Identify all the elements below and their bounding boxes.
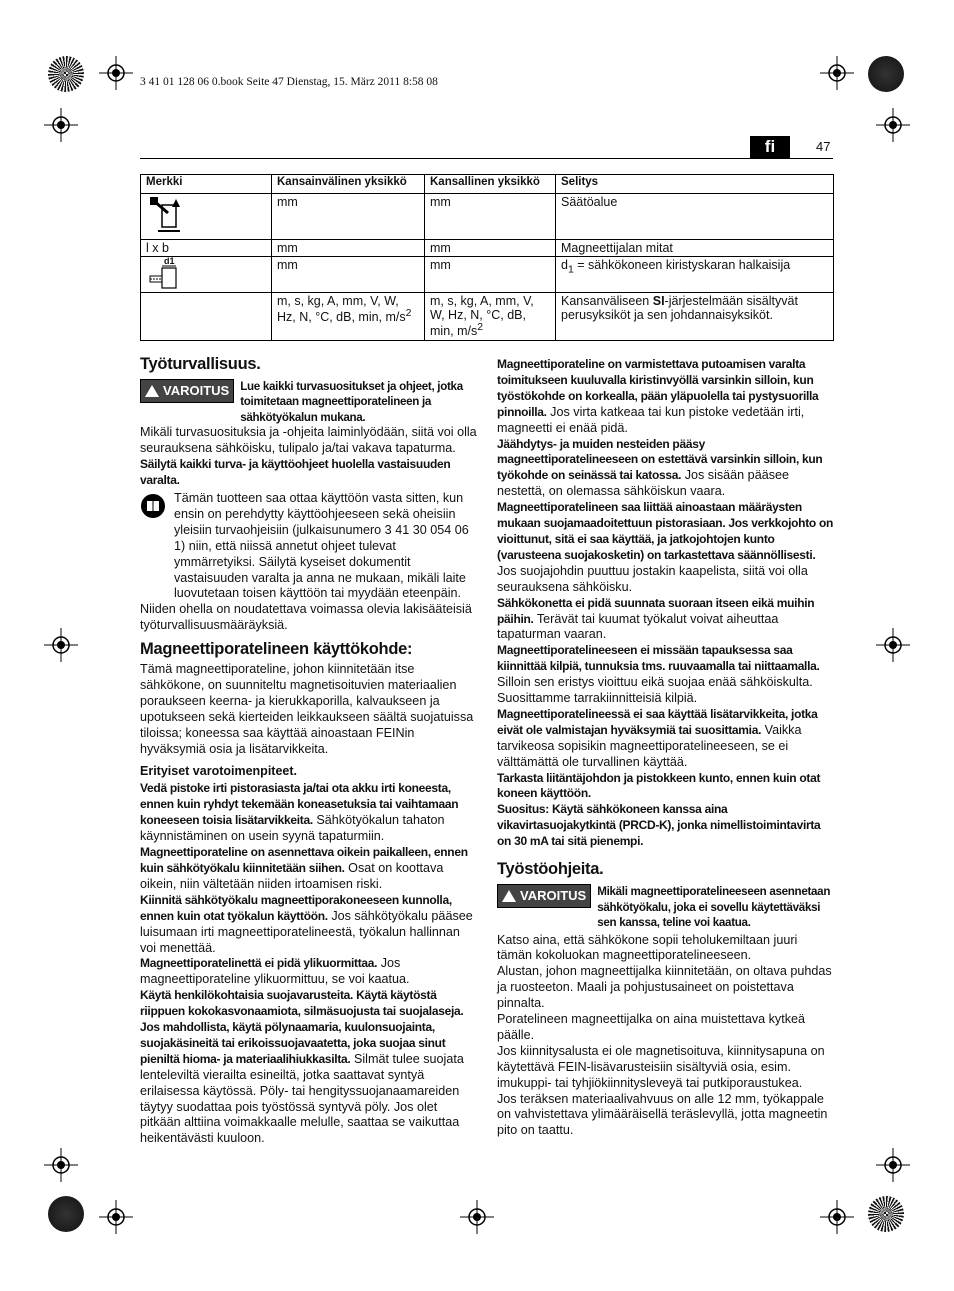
- registration-mark-icon: [460, 1200, 494, 1234]
- d1-label: d1: [164, 256, 175, 266]
- manual-block: [140, 491, 477, 602]
- paragraph: Jos teräksen materiaalivahvuus on alle 12 mm, työkappale on vahvistettava ylimääräisellä teräslevyllä, jotta magneetin pito on taattu.: [497, 1091, 828, 1138]
- registration-mark-icon: [44, 1148, 78, 1182]
- table-cell: mm: [425, 240, 556, 257]
- warning-block: [497, 884, 834, 931]
- paragraph: Magneettiporatelineeseen ei missään tapauksessa saa kiinnittää kilpiä, tunnuksia tms. ruuvaamalla tai niittaamalla. Silloin sen eristys vioittuu eikä suojaa enää sähköiskulta. Suosittamme tarrakiinnitteisiä kilpiä.: [497, 643, 820, 706]
- adjustment-range-icon: [146, 195, 184, 235]
- registration-mark-icon: [876, 1148, 910, 1182]
- language-badge: fi: [750, 136, 790, 158]
- manual-text: Tämän tuotteen saa ottaa käyttöön vasta sitten, kun ensin on perehdytty käyttöohjeeseen sekä oheisiin yleisiin turvaohjeisiin (julkaisunumero 3 41 30 054 06 1) niin, että niissä annetut ohjeet tulevat ymmärretyiksi. Säilytä kyseiset dokumentit vastaisuuden varalta ja anna ne mukaan, mikäli laite luovutetaan toisen käyttöön tai myydään eteenpäin.: [174, 491, 469, 601]
- keep-instructions: Säilytä kaikki turva- ja käyttöohjeet huolella vastaisuuden varalta.: [140, 457, 451, 488]
- table-cell: m, s, kg, A, mm, V, W, Hz, N, °C, dB, min, $m/s^2$: [272, 293, 425, 341]
- paragraph: Jäähdytys- ja muiden nesteiden pääsy magneettiporatelineeseen on estettävä varsinkin silloin, kun työkohde on seinässä tai katossa. Jos sisään pääsee nestettä, on olemassa sähköiskun vaara.: [497, 436, 823, 499]
- table-row: [141, 293, 834, 341]
- column-header: Kansallinen yksikkö: [425, 175, 556, 194]
- paragraph: Magneettiporatelineen saa liittää ainoastaan määräysten mukaan suojamaadoitettuun pistorasiaan. Jos verkkojohto on vioittunut, sitä ei saa käyttää, ja jatkojohtojen kunto (varusteena suojakosketin) on tarkastettava säännöllisesti. Jos suojajohdin puuttuu jostakin kaapelista, siitä voi olla seurauksena sähköisku.: [497, 500, 834, 594]
- registration-mark-icon: [820, 1200, 854, 1234]
- purpose-text: Tämä magneettiporateline, johon kiinnitetään itse sähkökone, on suunniteltu magnetisoituvien materiaalien poraukseen keerna- ja kierukkaporilla, kalvaukseen ja upotukseen sekä kierteiden leikkaukseen säältä suojatuissa tiloissa; koneessa saa käyttää ainoastaan FEINin hyväksymiä osia ja lisätarvikkeita.: [140, 662, 474, 756]
- color-dial-icon: [868, 1196, 904, 1232]
- symbol-table: [140, 174, 834, 341]
- paragraph: Poratelineen magneettijalka on aina muistettava kytkeä päälle.: [497, 1012, 806, 1042]
- registration-mark-icon: [876, 628, 910, 662]
- right-column: [497, 357, 834, 1139]
- table-cell: mm: [272, 257, 425, 293]
- paragraph: Sähkökonetta ei pidä suunnata suoraan itseen eikä muihin päihin. Terävät tai kuumat työkalut voivat aiheuttaa tapaturman vaaran.: [497, 595, 815, 642]
- si-label: SI: [652, 294, 665, 308]
- table-cell: [141, 293, 272, 341]
- warning-badge: VAROITUS: [140, 379, 234, 403]
- laws-text: Niiden ohella on noudatettava voimassa olevia lakisääteisiä työturvallisuusmääräyksiä.: [140, 602, 472, 633]
- header-rule: [140, 158, 833, 159]
- section-heading-work: Työstöohjeita.: [497, 860, 604, 879]
- paragraph: Magneettiporateline on varmistettava putoamisen varalta toimitukseen kuuluvalla kiristinvyöllä varsinkin silloin, kun työstökohde on korkealla, pään yläpuolella tai pystysuorilla pinnoilla. Jos virta katkeaa tai kun pistoke vedetään irti, magneetti ei enää pidä.: [497, 357, 819, 435]
- warning-triangle-icon: [145, 385, 159, 397]
- registration-mark-icon: [99, 56, 133, 90]
- warning-badge: VAROITUS: [497, 884, 591, 908]
- registration-mark-icon: [99, 1200, 133, 1234]
- paragraph: Suositus: Käytä sähkökoneen kanssa aina vikavirtasuojakytkintä (PRCD-K), jonka nimellistoimintavirta on 30 mA tai sitä pienempi.: [497, 802, 821, 849]
- registration-mark-icon: [876, 108, 910, 142]
- registration-mark-icon: [44, 108, 78, 142]
- registration-mark-icon: [820, 56, 854, 90]
- paragraph: Käytä henkilökohtaisia suojavarusteita. Käytä käytöstä riippuen kokokasvonaamiota, silmäsuojusta tai suojalaseja. Jos mahdollista, käytä pölynaamaria, kuulonsuojainta, suojakäsineitä tai erikoissuojavaatetta, joka suojaa sinut pieniltä hioma- ja materiaalihiukkasilta. Silmät tulee suojata lenteleviltä vierailta esineiltä, jotka saattavat syntyä erilaisessa käytössä. Pöly- tai hengityssuojanaamareiden täytyy suodattaa pois työstössä syntyvä pöly. Jos olet pitkään alttiina voimakkaalle melulle, saattaa se vaikuttaa heikentävästi kuuloon.: [140, 988, 464, 1146]
- table-row: [141, 194, 834, 240]
- table-cell: mm: [272, 240, 425, 257]
- page-number: 47: [816, 139, 831, 154]
- column-header: Selitys: [556, 175, 834, 194]
- table-cell: mm: [272, 194, 425, 240]
- paragraph: Jos kiinnitysalusta ei ole magnetisoituva, kiinnitysapuna on käytettävä FEIN-lisävarusteisiin sisältyviä osia, esim. imukuppi- tai tyhjiökiinnitysleveyä tai putkiporaustukea.: [497, 1043, 825, 1090]
- paragraph: Vedä pistoke irti pistorasiasta ja/tai ota akku irti koneesta, ennen kuin ryhdyt tekemään koneasetuksia tai vaihtamaan koneeseen toisia lisätarvikkeita. Sähkötyökalun tahaton käynnistäminen on usein syynä tapaturmiin.: [140, 781, 459, 844]
- symbol-cell: [141, 257, 272, 293]
- paragraph: Magneettiporatelinettä ei pidä ylikuormittaa. Jos magneettiporateline ylikuormittuu, se voi kaatua.: [140, 956, 410, 987]
- table-row: [141, 257, 834, 293]
- table-cell: mm: [425, 257, 556, 293]
- paragraph: Magneettiporateline on asennettava oikein paikalleen, ennen kuin sähkötyökalu kiinnitetään siihen. Osat on koottava oikein, niin vältetään niiden irtoamisen riski.: [140, 845, 468, 891]
- table-cell: Säätöalue: [556, 194, 834, 240]
- left-column: [140, 357, 477, 1147]
- warning-consequence: Mikäli turvasuosituksia ja -ohjeita laiminlyödään, siitä voi olla seurauksena sähköisku, tulipalo ja/tai vakava tapaturma.: [140, 425, 477, 456]
- registration-mark-icon: [44, 628, 78, 662]
- column-header: Kansainvälinen yksikkö: [272, 175, 425, 194]
- color-dial-icon: [868, 56, 904, 92]
- color-dial-icon: [48, 56, 84, 92]
- color-dial-icon: [48, 1196, 84, 1232]
- table-cell: mm: [425, 194, 556, 240]
- table-cell: m, s, kg, A, mm, V, W, Hz, N, °C, dB, min, $m/s^2$: [425, 293, 556, 341]
- warning-triangle-icon: [502, 890, 516, 902]
- paragraph: Alustan, johon magneettijalka kiinnitetään, on oltava puhdas ja ruosteeton. Maali ja pohjustusaineet on poistettava pinnalta.: [497, 964, 832, 1011]
- paragraph: Tarkasta liitäntäjohdon ja pistokkeen kunto, ennen kuin otat koneen käyttöön.: [497, 770, 821, 801]
- table-cell: Magneettijalan mitat: [556, 240, 834, 257]
- table-cell: Kansanväliseen SI-järjestelmään sisältyvät perusyksiköt ja sen johdannaisyksiköt.: [556, 293, 834, 341]
- spindle-collar-d1-icon: [146, 258, 186, 290]
- column-header: Merkki: [141, 175, 272, 194]
- table-header-row: [141, 175, 834, 194]
- symbol-cell: [141, 194, 272, 240]
- warning-text: Mikäli magneettiporatelineeseen asennetaan sähkötyökalu, joka ei sovellu käytettäväksi sen kanssa, teline voi kaatua.: [597, 885, 831, 929]
- paragraph: Katso aina, että sähkökone sopii teholukemiltaan juuri tämän kokoluokan magneettiporatelineeseen.: [497, 932, 798, 963]
- warning-block: [140, 379, 477, 426]
- table-row: [141, 240, 834, 257]
- read-manual-icon: [140, 493, 166, 519]
- section-heading-purpose: Magneettiporatelineen käyttökohde:: [140, 640, 413, 659]
- warning-text: Lue kaikki turvasuositukset ja ohjeet, jotka toimitetaan magneettiporatelineen ja sähkötyökalun mukana.: [240, 379, 463, 424]
- file-info: 3 41 01 128 06 0.book Seite 47 Dienstag, 15. März 2011 8:58 08: [140, 76, 438, 88]
- paragraph: Magneettiporatelineessä ei saa käyttää lisätarvikkeita, jotka eivät ole valmistajan hyväksymiä tai suosittamia. Vaikka tarvikeosa sopisikin magneettiporatelineeseen, se ei välttämättä ole turvallinen käyttää.: [497, 706, 818, 769]
- section-heading-safety: Työturvallisuus.: [140, 355, 261, 373]
- subheading-special: Erityiset varotoimenpiteet.: [140, 763, 297, 778]
- table-cell: $d_1$ = sähkökoneen kiristyskaran halkaisija: [556, 257, 834, 293]
- table-cell: l x b: [141, 240, 272, 257]
- paragraph: Kiinnitä sähkötyökalu magneettiporakoneeseen kunnolla, ennen kuin otat työkalun käyttöön. Jos sähkötyökalu pääsee luisumaan irti magneettiporatelineestä, työkalun hallinnan voi menettää.: [140, 892, 473, 955]
